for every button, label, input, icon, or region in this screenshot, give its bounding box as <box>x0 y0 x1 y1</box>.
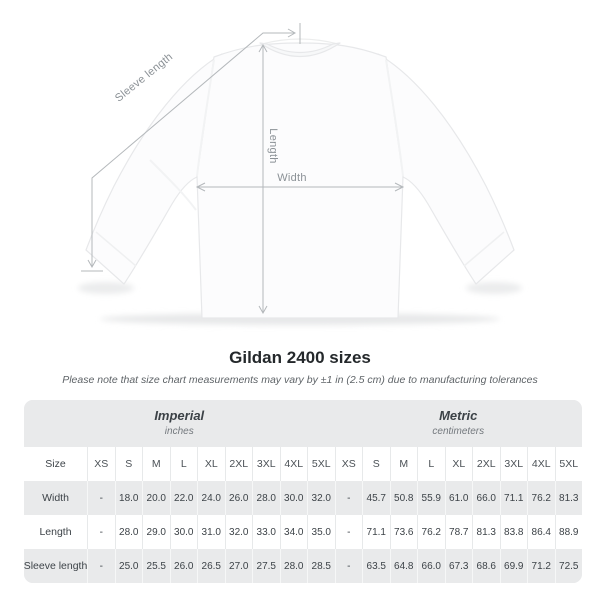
size-col-header: 4XL <box>280 447 308 481</box>
size-col-header: 2XL <box>472 447 500 481</box>
value-cell: 66.0 <box>472 481 500 515</box>
size-col-header: 5XL <box>307 447 335 481</box>
value-cell: 24.0 <box>197 481 225 515</box>
value-cell: 25.0 <box>115 549 143 583</box>
width-label: Width <box>277 172 307 184</box>
value-cell: - <box>335 481 363 515</box>
size-col-header: L <box>417 447 445 481</box>
value-cell: 66.0 <box>417 549 445 583</box>
value-cell: 78.7 <box>445 515 473 549</box>
value-cell: 28.0 <box>280 549 308 583</box>
value-cell: 22.0 <box>170 481 198 515</box>
value-cell: 72.5 <box>555 549 583 583</box>
size-col-header: 4XL <box>527 447 555 481</box>
value-cell: 86.4 <box>527 515 555 549</box>
size-col-header: XS <box>335 447 363 481</box>
value-cell: 64.8 <box>390 549 418 583</box>
size-col-header: M <box>142 447 170 481</box>
value-cell: 34.0 <box>280 515 308 549</box>
value-cell: 81.3 <box>555 481 583 515</box>
table-row-length <box>24 515 582 549</box>
value-cell: 27.5 <box>252 549 280 583</box>
page-title: Gildan 2400 sizes <box>229 348 371 367</box>
corner-size-label: Size <box>45 458 66 470</box>
metric-group-header <box>335 409 583 437</box>
value-cell: - <box>87 481 115 515</box>
value-cell: 28.5 <box>307 549 335 583</box>
value-cell: 50.8 <box>390 481 418 515</box>
value-cell: 28.0 <box>252 481 280 515</box>
row-label: Length <box>39 526 72 538</box>
value-cell: 20.0 <box>142 481 170 515</box>
value-cell: 26.0 <box>225 481 253 515</box>
value-cell: 83.8 <box>500 515 528 549</box>
value-cell: 69.9 <box>500 549 528 583</box>
value-cell: 32.0 <box>225 515 253 549</box>
size-col-header: M <box>390 447 418 481</box>
size-col-header: 2XL <box>225 447 253 481</box>
value-cell: 73.6 <box>390 515 418 549</box>
imperial-label: Imperial <box>154 408 205 424</box>
sleeve-length-label: Sleeve length <box>112 50 176 105</box>
value-cell: - <box>335 549 363 583</box>
value-cell: 33.0 <box>252 515 280 549</box>
table-row-sleeve-length <box>24 549 582 583</box>
size-col-header: XL <box>197 447 225 481</box>
size-table <box>24 400 582 583</box>
value-cell: 55.9 <box>417 481 445 515</box>
size-col-header: XS <box>87 447 115 481</box>
imperial-sublabel: inches <box>164 426 194 438</box>
value-cell: - <box>335 515 363 549</box>
value-cell: 81.3 <box>472 515 500 549</box>
value-cell: 18.0 <box>115 481 143 515</box>
tolerance-note: Please note that size chart measurements may vary by ±1 in (2.5 cm) due to manufacturing tolerances <box>62 374 538 386</box>
length-label: Length <box>267 128 279 164</box>
row-label: Width <box>42 492 69 504</box>
value-cell: 76.2 <box>527 481 555 515</box>
size-header-row <box>24 447 582 481</box>
value-cell: 63.5 <box>362 549 390 583</box>
value-cell: 67.3 <box>445 549 473 583</box>
value-cell: 27.0 <box>225 549 253 583</box>
value-cell: 35.0 <box>307 515 335 549</box>
size-col-header: S <box>115 447 143 481</box>
size-grid <box>24 447 582 583</box>
value-cell: 32.0 <box>307 481 335 515</box>
value-cell: 28.0 <box>115 515 143 549</box>
row-label: Sleeve length <box>24 560 88 572</box>
value-cell: 30.0 <box>170 515 198 549</box>
value-cell: 29.0 <box>142 515 170 549</box>
value-cell: 68.6 <box>472 549 500 583</box>
value-cell: 31.0 <box>197 515 225 549</box>
value-cell: 26.0 <box>170 549 198 583</box>
size-col-header: 3XL <box>500 447 528 481</box>
value-cell: 25.5 <box>142 549 170 583</box>
unit-group-row <box>24 400 582 447</box>
value-cell: 45.7 <box>362 481 390 515</box>
value-cell: 71.1 <box>362 515 390 549</box>
imperial-group-header <box>24 409 335 437</box>
value-cell: 88.9 <box>555 515 583 549</box>
value-cell: 26.5 <box>197 549 225 583</box>
metric-sublabel: centimeters <box>432 426 485 438</box>
table-row-width <box>24 481 582 515</box>
value-cell: 61.0 <box>445 481 473 515</box>
value-cell: 76.2 <box>417 515 445 549</box>
size-col-header: 3XL <box>252 447 280 481</box>
value-cell: - <box>87 549 115 583</box>
value-cell: - <box>87 515 115 549</box>
metric-label: Metric <box>439 408 478 424</box>
value-cell: 71.1 <box>500 481 528 515</box>
size-col-header: 5XL <box>555 447 583 481</box>
value-cell: 30.0 <box>280 481 308 515</box>
size-col-header: XL <box>445 447 473 481</box>
value-cell: 71.2 <box>527 549 555 583</box>
size-col-header: S <box>362 447 390 481</box>
size-col-header: L <box>170 447 198 481</box>
